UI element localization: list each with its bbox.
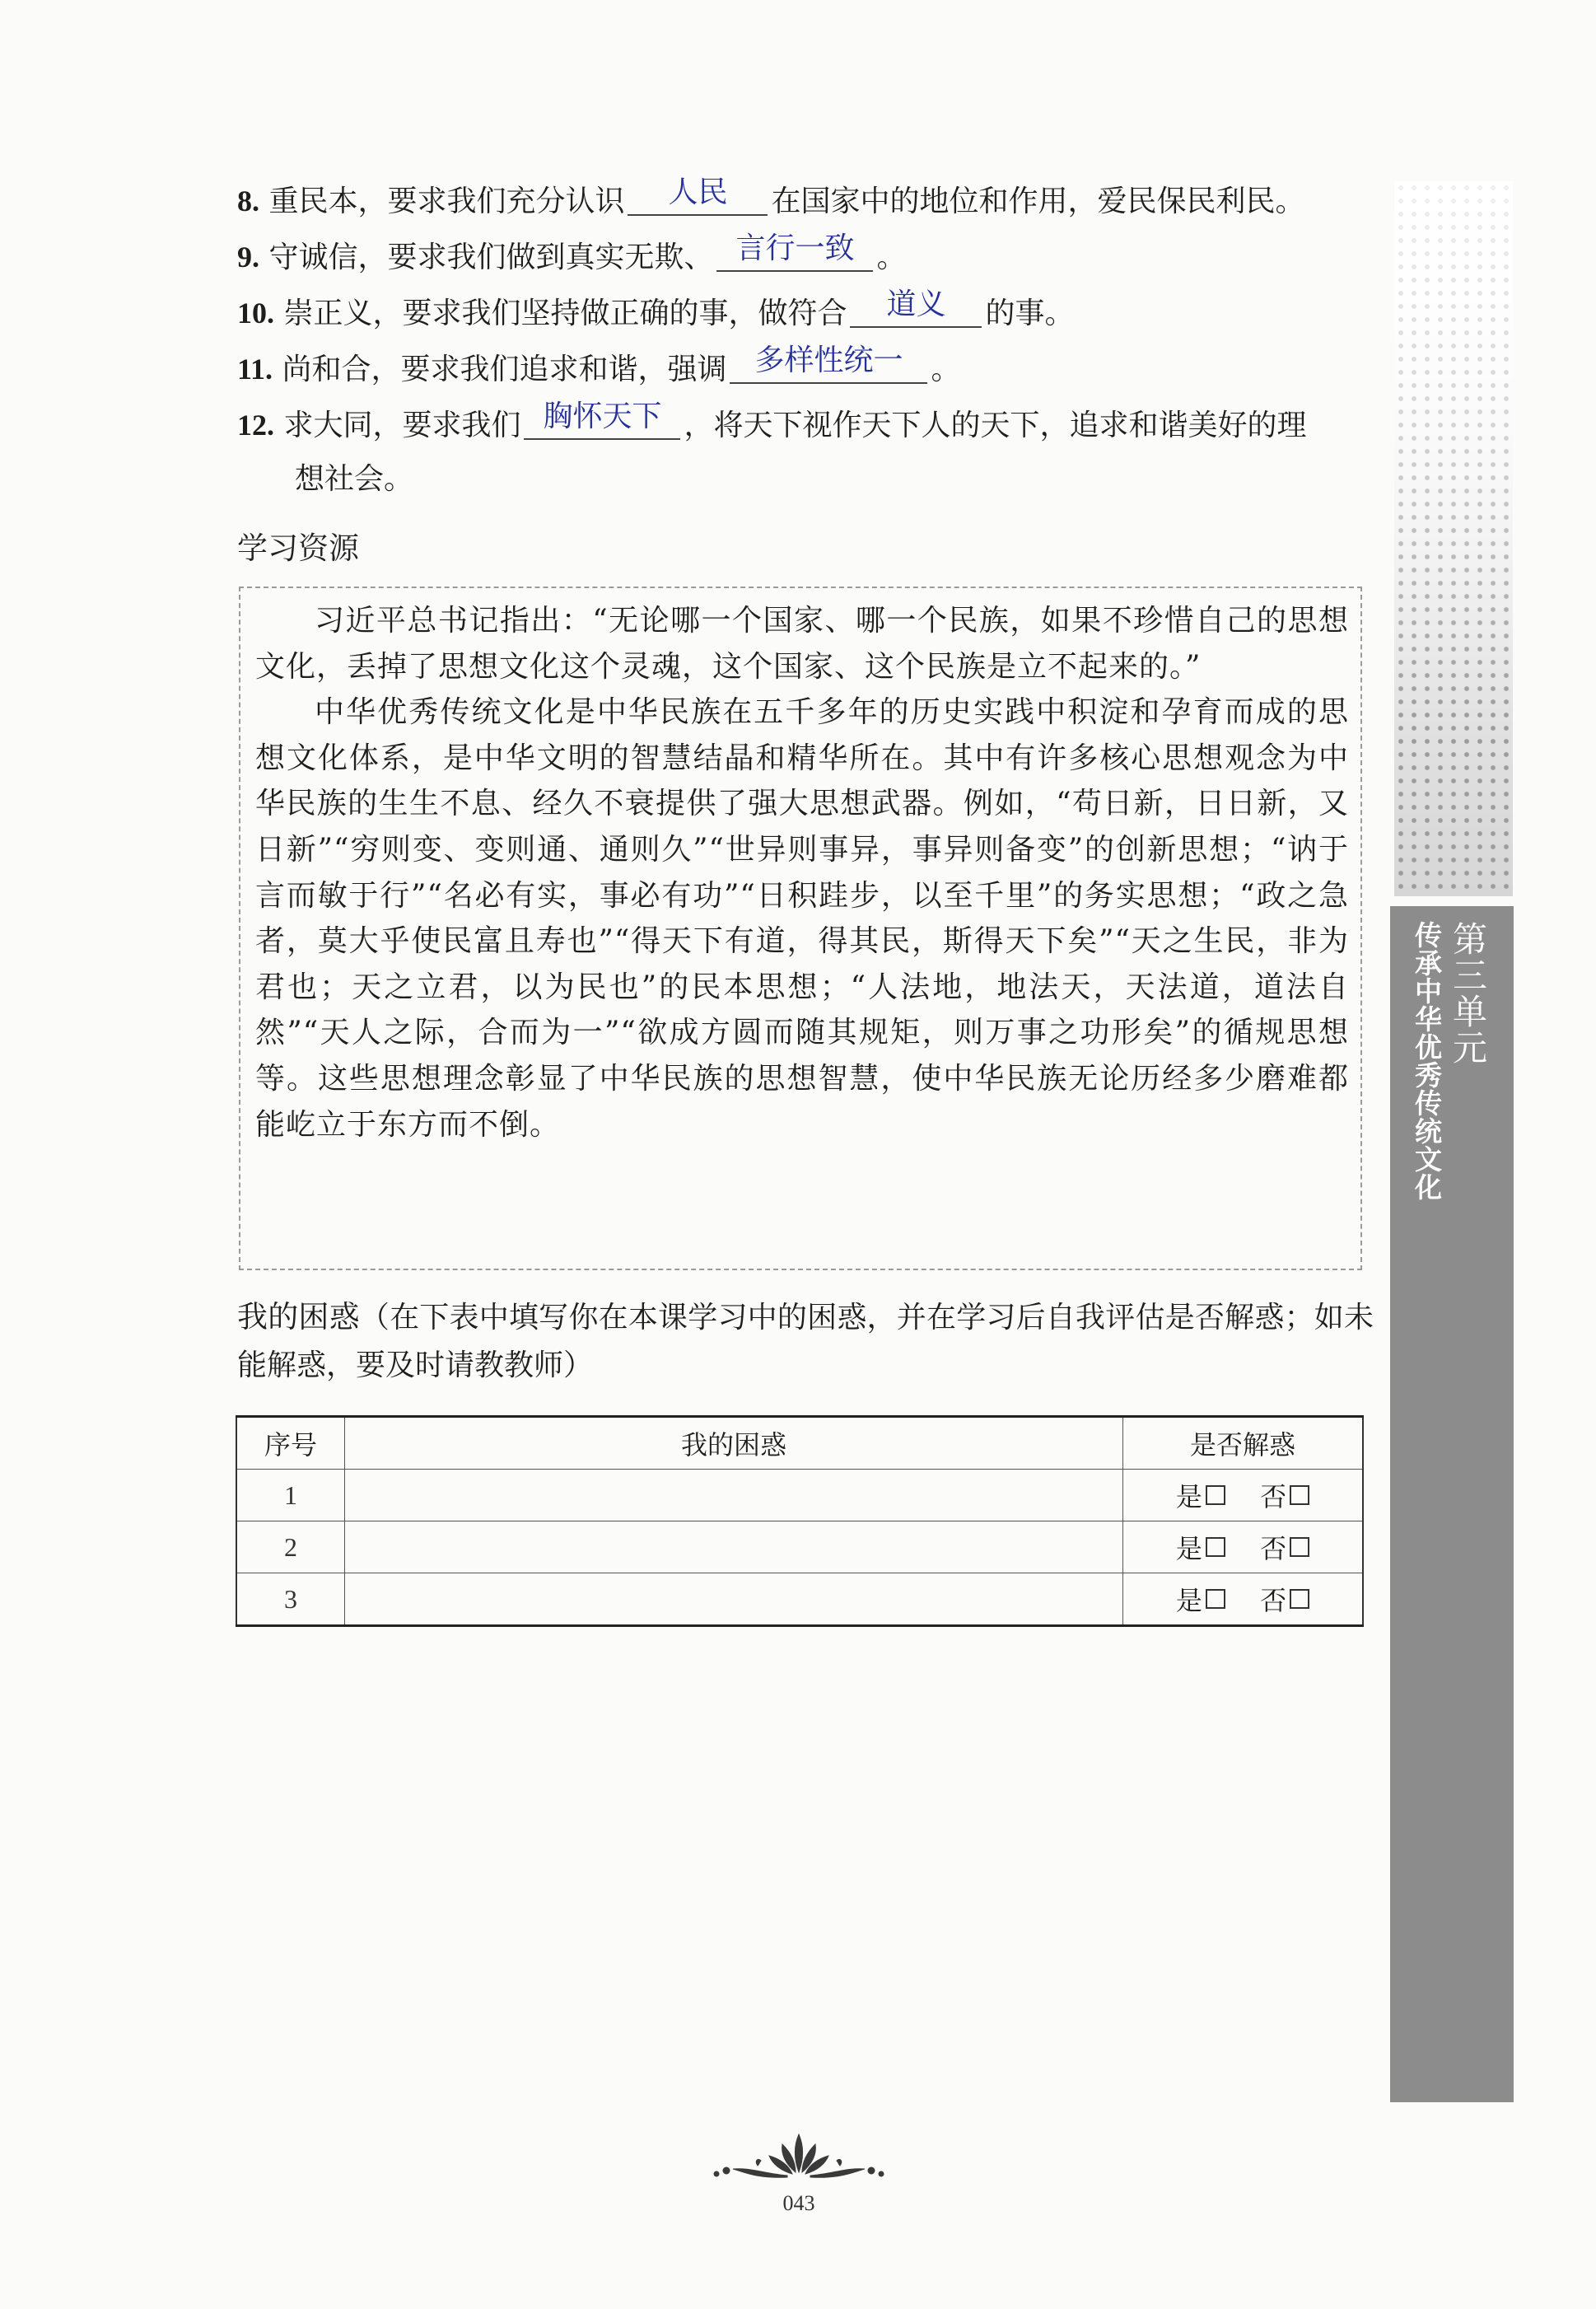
no-checkbox[interactable] bbox=[1290, 1485, 1309, 1505]
question-number: 12. bbox=[237, 409, 274, 442]
table-header-row bbox=[236, 1417, 1363, 1470]
table-row bbox=[236, 1521, 1363, 1573]
confusion-table bbox=[236, 1415, 1364, 1627]
question-text: 重民本，要求我们充分认识 bbox=[259, 185, 625, 218]
sidebar-halftone-decoration bbox=[1394, 181, 1513, 896]
fill-in-questions bbox=[237, 173, 1382, 506]
yes-checkbox[interactable] bbox=[1206, 1537, 1225, 1557]
question-number: 8. bbox=[237, 185, 259, 217]
resolved-cell bbox=[1123, 1573, 1364, 1626]
header-resolved: 是否解惑 bbox=[1123, 1417, 1364, 1470]
confusion-cell[interactable] bbox=[345, 1573, 1123, 1626]
confusion-cell[interactable] bbox=[345, 1521, 1123, 1573]
handwritten-answer: 言行一致 bbox=[735, 231, 855, 265]
question-text-after: 。 bbox=[931, 353, 961, 386]
handwritten-answer: 多样性统一 bbox=[754, 344, 903, 377]
question-12-continuation: 想社会。 bbox=[295, 462, 414, 496]
yes-checkbox[interactable] bbox=[1206, 1589, 1225, 1609]
no-option[interactable] bbox=[1260, 1528, 1309, 1566]
answer-blank[interactable] bbox=[730, 344, 927, 384]
no-label: 否 bbox=[1260, 1533, 1287, 1564]
page-number: 043 bbox=[782, 2191, 815, 2215]
question-text: 求大同，要求我们 bbox=[274, 409, 521, 442]
yes-label: 是 bbox=[1175, 1533, 1202, 1564]
yes-label: 是 bbox=[1175, 1481, 1202, 1512]
yes-option[interactable] bbox=[1176, 1528, 1225, 1566]
confusion-instruction: （在下表中填写你在本课学习中的困惑，并在学习后自我评估是否解惑；如未能解惑，要及时请教教师） bbox=[237, 1301, 1374, 1382]
answer-blank[interactable] bbox=[628, 175, 768, 216]
resource-paragraph: 习近平总书记指出：“无论哪一个国家、哪一个民族，如果不珍惜自己的思想文化，丢掉了思想文化这个灵魂，这个国家、这个民族是立不起来的。” bbox=[255, 604, 1349, 684]
handwritten-answer: 胸怀天下 bbox=[543, 400, 662, 433]
question-text-after: 。 bbox=[876, 241, 907, 274]
table-row bbox=[236, 1573, 1363, 1626]
no-option[interactable] bbox=[1260, 1580, 1309, 1618]
answer-blank[interactable] bbox=[524, 400, 680, 440]
no-label: 否 bbox=[1260, 1585, 1287, 1616]
question-number: 10. bbox=[237, 297, 274, 330]
question-number: 9. bbox=[237, 241, 259, 273]
question-text: 守诚信，要求我们做到真实无欺、 bbox=[259, 241, 714, 274]
yes-option[interactable] bbox=[1176, 1476, 1225, 1514]
no-checkbox[interactable] bbox=[1290, 1537, 1309, 1557]
header-seq: 序号 bbox=[236, 1417, 345, 1470]
no-label: 否 bbox=[1260, 1481, 1287, 1512]
yes-checkbox[interactable] bbox=[1206, 1485, 1225, 1505]
question-text: 崇正义，要求我们坚持做正确的事，做符合 bbox=[274, 297, 847, 330]
confusion-header bbox=[237, 1293, 1374, 1390]
question-9 bbox=[237, 229, 1382, 285]
handwritten-answer: 道义 bbox=[886, 287, 946, 321]
question-12 bbox=[237, 397, 1382, 453]
resolved-cell bbox=[1123, 1521, 1364, 1573]
row-seq: 2 bbox=[236, 1521, 345, 1573]
resource-paragraph: 中华优秀传统文化是中华民族在五千多年的历史实践中积淀和孕育而成的思想文化体系，是中华文明的智慧结晶和精华所在。其中有许多核心思想观念为中华民族的生生不息、经久不衰提供了强大思想武器。例如，“苟日新，日日新，又日新”“穷则变、变则通、通则久”“世异则事异，事异则备变”的创新思想；“讷于言而敏于行”“名必有实，事必有功”“日积跬步，以至千里”的务实思想；“政之急者，莫大乎使民富且寿也”“得天下有道，得其民，斯得天下矣”“天之生民，非为君也；天之立君，以为民也”的民本思想；“人法地，地法天，天法道，道法自然”“天人之际，合而为一”“欲成方圆而随其规矩，则万事之功形矣”的循规思想等。这些思想理念彰显了中华民族的思想智慧，使中华民族无论历经多少磨难都能屹立于东方而不倒。 bbox=[255, 695, 1349, 1142]
question-number: 11. bbox=[237, 353, 273, 386]
confusion-cell[interactable] bbox=[345, 1470, 1123, 1521]
resources-title: 学习资源 bbox=[237, 531, 359, 566]
confusion-label: 我的困惑 bbox=[237, 1299, 360, 1334]
question-8 bbox=[237, 173, 1382, 229]
question-text: 尚和合，要求我们追求和谐，强调 bbox=[273, 353, 727, 386]
floral-ornament-icon bbox=[708, 2129, 889, 2179]
question-text-after: 在国家中的地位和作用，爱民保民利民。 bbox=[771, 185, 1305, 218]
unit-theme: 传承中华优秀传统文化 bbox=[1411, 921, 1443, 1201]
answer-blank[interactable] bbox=[850, 287, 982, 328]
yes-label: 是 bbox=[1175, 1585, 1202, 1616]
handwritten-answer: 人民 bbox=[668, 175, 728, 209]
no-checkbox[interactable] bbox=[1290, 1589, 1309, 1609]
answer-blank[interactable] bbox=[716, 231, 873, 272]
question-text-after: 的事。 bbox=[985, 297, 1075, 330]
resources-box bbox=[239, 587, 1362, 1270]
question-11 bbox=[237, 341, 1382, 397]
table-row bbox=[236, 1470, 1363, 1521]
question-text-after: ，将天下视作天下人的天下，追求和谐美好的理 bbox=[684, 409, 1307, 442]
unit-label: 第三单元 bbox=[1448, 921, 1488, 1066]
question-10 bbox=[237, 285, 1382, 341]
row-seq: 1 bbox=[236, 1470, 345, 1521]
row-seq: 3 bbox=[236, 1573, 345, 1626]
header-content: 我的困惑 bbox=[345, 1417, 1123, 1470]
resolved-cell bbox=[1123, 1470, 1364, 1521]
no-option[interactable] bbox=[1260, 1476, 1309, 1514]
yes-option[interactable] bbox=[1176, 1580, 1225, 1618]
